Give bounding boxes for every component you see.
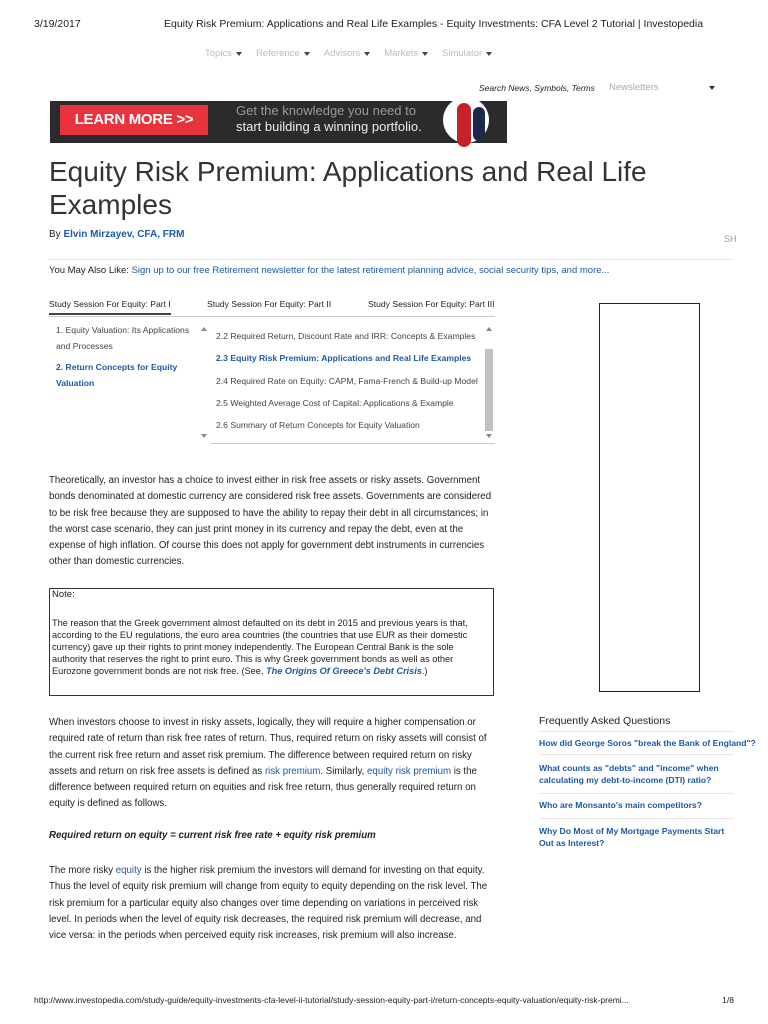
scroll-down-icon[interactable] (486, 434, 492, 438)
p3-text: is the higher risk premium the investors will demand for investing on that equity. Thus the level of equity risk premium will change from equity to equity depending on the risk level. The risk premium for a particular equity also changes over time depending on variations in perceived risk level. In periods when the level of equity risk decreases, the required risk premium will decrease, and vice versa: in the periods when perceived equity risk increases, risk premium will also increase. (49, 865, 488, 942)
nav-reference[interactable] (256, 48, 310, 59)
p2-text: When investors choose to invest in risky assets, logically, they will require a higher compensation or required rate of return than risk free rates of return. Thus, required return on risky assets will consist of the current risk free return and asset risk premium. The difference between required return on risky assets and return on risk free assets is defined as (49, 717, 487, 777)
banner-line-2: start building a winning portfolio. (236, 119, 422, 134)
p3-text: The more risky (49, 865, 114, 876)
nav-markets[interactable] (384, 48, 428, 59)
nav-markets-label: Markets (384, 48, 419, 59)
nav-simulator[interactable] (442, 48, 492, 59)
author-link[interactable]: Elvin Mirzayev, CFA, FRM (63, 229, 185, 240)
banner-text (236, 103, 422, 135)
divider (211, 443, 495, 444)
learn-more-button[interactable]: LEARN MORE >> (60, 105, 208, 135)
note-box (49, 588, 494, 696)
page-url: http://www.investopedia.com/study-guide/equity-investments-cfa-level-ii-tutorial/study-session-equity-part-i/return-concepts-equity-valuation/equity-risk-premi... (34, 995, 629, 1005)
newsletter-signup-link[interactable]: Sign up to our free Retirement newsletter for the latest retirement planning advice, social security tips, and more... (131, 265, 610, 276)
p2-text: is the difference between required return on equities and risk free return, thus generally required return on equity is defined as follows. (49, 765, 477, 810)
tab-equity-part-1[interactable]: Study Session For Equity: Part I (49, 299, 171, 315)
page-number: 1/8 (722, 995, 734, 1005)
divider (49, 259, 733, 260)
search-input[interactable]: Search News, Symbols, Terms (479, 83, 595, 93)
p2-text: . Similarly, (320, 765, 365, 777)
article-title: Equity Risk Premium: Applications and Real Life Examples (49, 156, 647, 220)
study-tabs (49, 299, 495, 315)
equity-risk-premium-link[interactable]: equity risk premium (367, 765, 452, 777)
note-heading: Note: (52, 589, 75, 600)
faq-item[interactable]: Who are Monsanto's main competitors? (539, 800, 702, 810)
divider (539, 731, 734, 732)
chevron-down-icon (364, 52, 370, 56)
divider (539, 818, 734, 819)
divider (539, 754, 734, 755)
note-text (52, 617, 490, 677)
faq-item[interactable]: Why Do Most of My Mortgage Payments Start Out as Interest? (539, 826, 725, 848)
newsletters-label: Newsletters (609, 82, 659, 93)
nav-topics-label: Topics (205, 48, 232, 59)
note-body: The reason that the Greek government almost defaulted on its debt in 2015 and previous years is that, according to the EU regulations, the euro area countries (the countries that use EUR as their domestic currency) gave up their rights to print money independently. The European Central Bank is the sole authority that reserves the right to print euro. This is why Greek government bonds as well as other Eurozone government bonds are not risk free. (See, (52, 618, 468, 676)
nav-advisors[interactable] (324, 48, 370, 59)
nav-topics[interactable] (205, 48, 242, 59)
risk-premium-link[interactable]: risk premium (264, 765, 321, 777)
also-like-prefix: You May Also Like: (49, 265, 129, 276)
formula: Required return on equity = current risk free rate + equity risk premium (49, 830, 376, 841)
divider (49, 316, 495, 317)
chapter-item[interactable]: 2.2 Required Return, Discount Rate and IRR: Concepts & Examples (216, 331, 476, 341)
print-page-title: Equity Risk Premium: Applications and Real Life Examples - Equity Investments: CFA Level 2 Tutorial | Investopedia (164, 18, 704, 30)
scroll-thumb[interactable] (485, 349, 493, 431)
note-end: .) (421, 666, 428, 676)
session-list-scrollbar[interactable] (198, 323, 210, 441)
newsletters-select[interactable] (609, 82, 715, 93)
chevron-down-icon (304, 52, 310, 56)
banner-line-1: Get the knowledge you need to (236, 103, 416, 118)
scroll-up-icon[interactable] (486, 327, 492, 331)
session-list (56, 323, 196, 397)
divider (539, 793, 734, 794)
nav-advisors-label: Advisors (323, 48, 361, 59)
chevron-down-icon (709, 86, 715, 90)
chapter-item[interactable]: 2.6 Summary of Return Concepts for Equity Valuation (216, 420, 420, 430)
scroll-up-icon[interactable] (201, 327, 207, 331)
nav-simulator-label: Simulator (442, 48, 483, 59)
brand-logo-icon (443, 97, 489, 143)
faq-item[interactable]: What counts as "debts" and "income" when calculating my debt-to-income (DTI) ratio? (539, 763, 719, 785)
chapter-item[interactable]: 2.5 Weighted Average Cost of Capital: Applications & Example (216, 398, 454, 408)
greece-debt-crisis-link[interactable]: The Origins Of Greece's Debt Crisis (266, 666, 422, 676)
paragraph: Theoretically, an investor has a choice to invest either in risk free assets or risky assets. Government bonds denominated at domestic currency are considered risk free assets. Governments are considered to be risk free because they are supposed to have the ability to repay their debt in all circumstances; in the worst case scenario, they can just print money in its currency and repay the debt, even at the expense of high inflation. Of course this does not apply for government debt instruments in currencies other than domestic currencies. (49, 475, 492, 568)
chapter-list-scrollbar[interactable] (483, 323, 495, 441)
chapter-item[interactable]: 2.4 Required Rate on Equity: CAPM, Fama-French & Build-up Model (216, 376, 478, 386)
tab-equity-part-2[interactable]: Study Session For Equity: Part II (207, 299, 332, 309)
print-date: 3/19/2017 (34, 18, 81, 30)
banner-ad[interactable] (50, 101, 507, 143)
chevron-down-icon (236, 52, 242, 56)
share-label[interactable]: SH (724, 234, 737, 244)
chapter-item-current[interactable]: 2.3 Equity Risk Premium: Applications and Real Life Examples (216, 353, 472, 363)
ad-placeholder (599, 303, 700, 692)
faq-heading: Frequently Asked Questions (539, 715, 671, 727)
nav-reference-label: Reference (255, 48, 300, 59)
byline (49, 229, 184, 240)
equity-link[interactable]: equity (115, 865, 142, 876)
chevron-down-icon (422, 52, 428, 56)
faq-item[interactable]: How did George Soros "break the Bank of England"? (539, 738, 756, 748)
chapter-list (216, 324, 484, 442)
scroll-down-icon[interactable] (201, 434, 207, 438)
chevron-down-icon (486, 52, 492, 56)
top-nav (205, 48, 492, 59)
tab-equity-part-3[interactable]: Study Session For Equity: Part III (368, 299, 495, 309)
also-like (49, 265, 609, 276)
byline-prefix: By (49, 229, 61, 240)
session-item-1[interactable]: 1. Equity Valuation: Its Applications and Processes (56, 325, 190, 351)
session-item-2[interactable]: 2. Return Concepts for Equity Valuation (56, 362, 178, 388)
paragraph (49, 715, 495, 813)
paragraph (49, 863, 495, 944)
